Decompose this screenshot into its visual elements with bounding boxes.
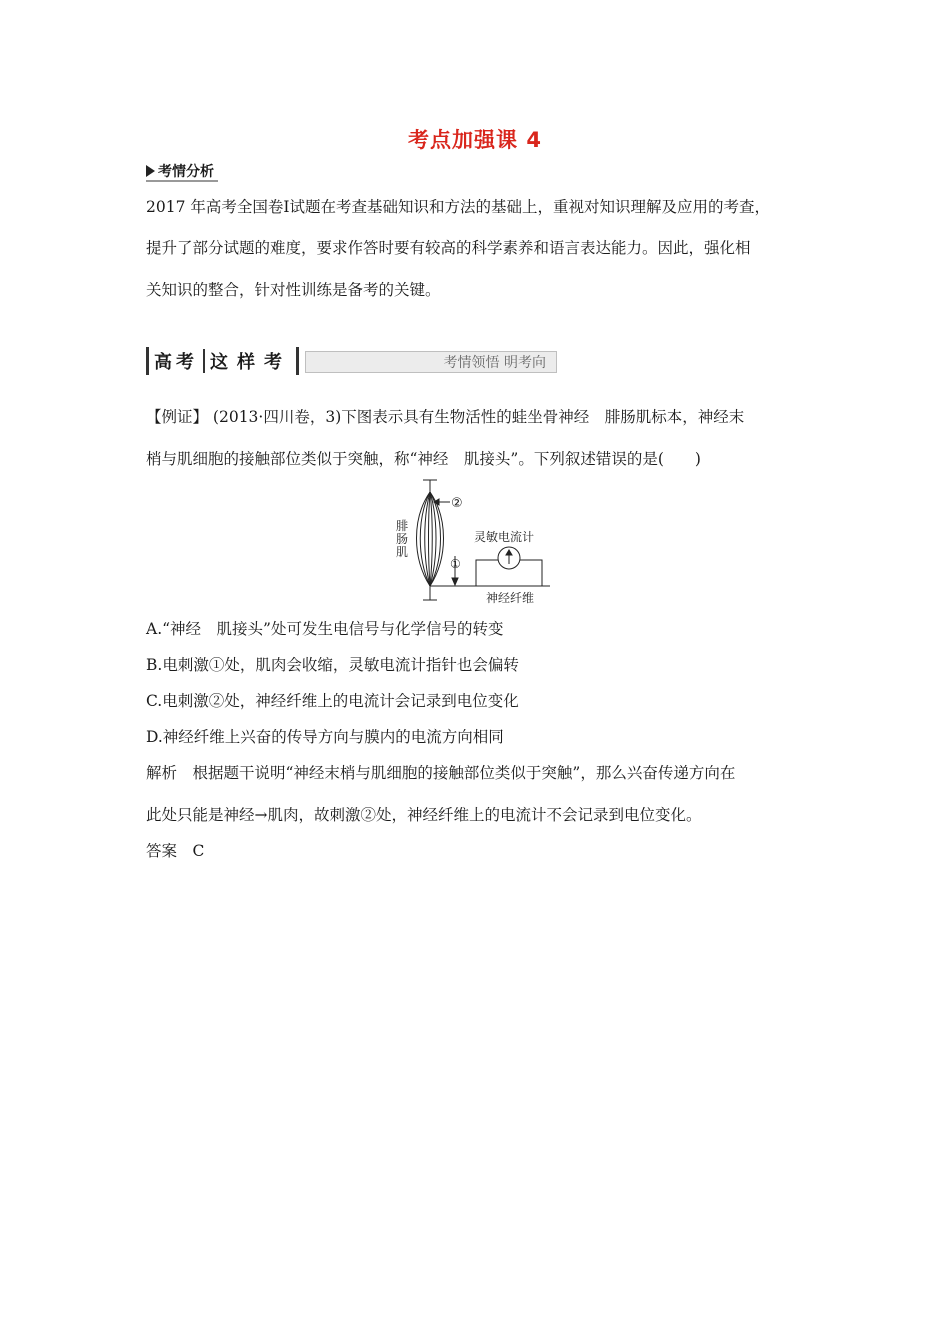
mark-1: ①	[450, 557, 461, 571]
question-line-2: 梢与肌细胞的接触部位类似于突触，称“神经 肌接头”。下列叙述错误的是( )	[146, 450, 701, 468]
fiber-label: 神经纤维	[486, 591, 535, 605]
page-title: 考点加强课 4	[408, 128, 542, 152]
banner-part-1: 高考	[154, 352, 198, 373]
intro-line-2: 提升了部分试题的难度，要求作答时要有较高的科学素养和语言表达能力。因此，强化相	[146, 239, 751, 257]
muscle-label-1: 腓	[396, 519, 409, 533]
option-a: A.“神经 肌接头”处可发生电信号与化学信号的转变	[146, 620, 504, 638]
muscle-label-3: 肌	[396, 545, 409, 559]
section-label	[146, 161, 214, 181]
banner	[146, 347, 557, 375]
meter-label: 灵敏电流计	[474, 530, 535, 544]
muscle-shape	[417, 480, 444, 600]
meter-circuit	[476, 547, 542, 586]
option-d: D.神经纤维上兴奋的传导方向与膜内的电流方向相同	[146, 728, 504, 746]
muscle-label-2: 肠	[396, 532, 409, 546]
nerve-muscle-diagram	[390, 478, 560, 610]
analysis-line-1: 解析 根据题干说明“神经末梢与肌细胞的接触部位类似于突触”，那么兴奋传递方向在	[146, 764, 736, 782]
banner-right-bar	[296, 347, 299, 375]
option-b: B.电刺激①处，肌肉会收缩，灵敏电流计指针也会偏转	[146, 656, 519, 674]
banner-part-2: 这样考	[210, 352, 291, 373]
intro-line-3: 关知识的整合，针对性训练是备考的关键。	[146, 281, 441, 299]
play-triangle-icon	[146, 165, 155, 177]
banner-tagline: 考情领悟 明考向	[305, 351, 557, 373]
intro-line-1: 2017 年高考全国卷Ⅰ试题在考查基础知识和方法的基础上，重视对知识理解及应用的考查，	[146, 198, 770, 216]
analysis-line-2: 此处只能是神经→肌肉，故刺激②处，神经纤维上的电流计不会记录到电位变化。	[146, 806, 702, 824]
answer-line: 答案 C	[146, 842, 205, 860]
option-c: C.电刺激②处，神经纤维上的电流计会记录到电位变化	[146, 692, 519, 710]
section-underline	[146, 180, 218, 182]
question-line-1: 【例证】 (2013·四川卷，3)下图表示具有生物活性的蛙坐骨神经 腓肠肌标本，神经末	[146, 408, 745, 426]
section-label-text: 考情分析	[158, 164, 214, 180]
mark-2: ②	[451, 496, 463, 511]
